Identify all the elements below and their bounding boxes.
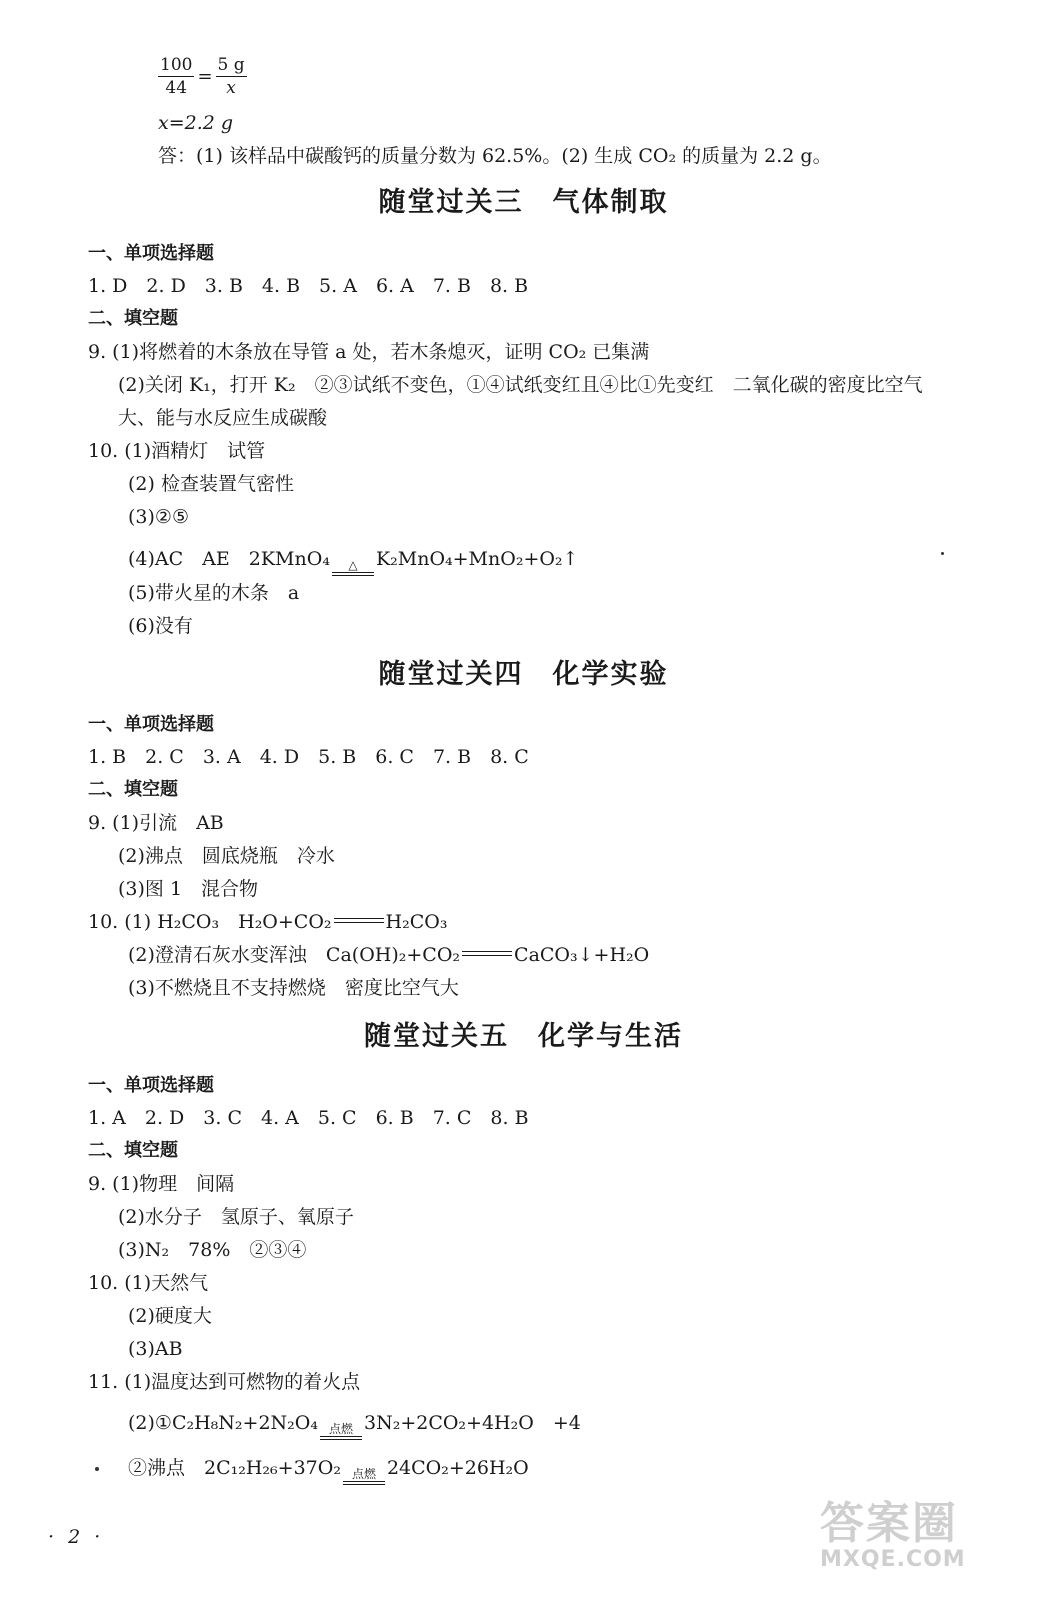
equation-bar (343, 1481, 385, 1485)
ignite-label: 点燃 (328, 1422, 353, 1436)
answer-line: (3)图 1 混合物 (118, 878, 259, 900)
watermark-text: 答案圈 (820, 1498, 958, 1549)
heading-fill-blank: 二、填空题 (88, 308, 178, 329)
answer-line: (3)AB (128, 1338, 183, 1360)
equation-products: K₂MnO₄+MnO₂+O₂↑ (375, 548, 579, 570)
equation-bar (462, 951, 512, 956)
equation-reactants: ②沸点 2C₁₂H₂₆+37O₂ (128, 1457, 341, 1479)
equation-products: 24CO₂+26H₂O (386, 1457, 529, 1479)
equation-products: 3N₂+2CO₂+4H₂O +4 (363, 1412, 581, 1434)
ratio-equation (158, 54, 247, 99)
page-number: · 2 · (48, 1526, 105, 1548)
fraction-left (158, 54, 194, 99)
equals-sign: = (197, 66, 213, 87)
answer-line: 9. (1)将燃着的木条放在导管 a 处，若木条熄灭，证明 CO₂ 已集满 (88, 341, 650, 363)
choice-answers: 1. B 2. C 3. A 4. D 5. B 6. C 7. B 8. C (88, 746, 529, 768)
answer-line: 9. (1)引流 AB (88, 812, 224, 834)
reaction-arrow-ignite (320, 1423, 362, 1440)
answer-line: (3)②⑤ (128, 506, 189, 528)
section-title-4: 随堂过关四 化学实验 (378, 659, 669, 690)
choice-answers: 1. A 2. D 3. C 4. A 5. C 6. B 7. C 8. B (88, 1107, 529, 1129)
heading-single-choice: 一、单项选择题 (88, 1075, 214, 1096)
fraction-numerator: 5 g (217, 55, 245, 75)
equation-products: H₂CO₃ (385, 911, 448, 933)
answer-line: (2)硬度大 (128, 1305, 212, 1327)
calc-result: x=2.2 g (158, 112, 234, 134)
answer-line: (6)没有 (128, 615, 193, 637)
answer-line: 10. (1)酒精灯 试管 (88, 440, 266, 462)
watermark-logo (820, 1500, 1030, 1580)
equation-bar (334, 918, 384, 923)
answer-line: 大、能与水反应生成碳酸 (118, 407, 328, 429)
reaction-arrow-heat (332, 559, 374, 576)
equation-reactants: 10. (1) H₂CO₃ H₂O+CO₂ (88, 911, 332, 933)
fraction-numerator: 100 (160, 55, 193, 75)
heat-symbol: △ (348, 558, 358, 572)
ignite-label: 点燃 (351, 1467, 376, 1481)
answer-line: (2)水分子 氢原子、氧原子 (118, 1206, 354, 1228)
section-title-3: 随堂过关三 气体制取 (378, 187, 669, 218)
equation-products: CaCO₃↓+H₂O (514, 944, 650, 966)
heading-single-choice: 一、单项选择题 (88, 714, 214, 735)
equation-reactants: (2)澄清石灰水变浑浊 Ca(OH)₂+CO₂ (128, 944, 461, 966)
equation-line (128, 1455, 529, 1485)
heading-fill-blank: 二、填空题 (88, 779, 178, 800)
answer-line: (2)沸点 圆底烧瓶 冷水 (118, 845, 335, 867)
calc-answer: 答：(1) 该样品中碳酸钙的质量分数为 62.5%。(2) 生成 CO₂ 的质量为 2.2 g。 (158, 145, 832, 167)
choice-answers: 1. D 2. D 3. B 4. B 5. A 6. A 7. B 8. B (88, 275, 529, 297)
section-title-5: 随堂过关五 化学与生活 (364, 1021, 683, 1052)
fraction-right (216, 54, 247, 99)
stray-dot (941, 552, 944, 555)
equation-line (128, 546, 578, 576)
heading-fill-blank: 二、填空题 (88, 1140, 178, 1161)
answer-line: 9. (1)物理 间隔 (88, 1173, 235, 1195)
equation-line (88, 909, 447, 935)
reaction-arrow-ignite (343, 1468, 385, 1485)
fraction-denominator: 44 (165, 78, 188, 98)
equation-bar (320, 1436, 362, 1440)
bullet-dot (95, 1467, 99, 1471)
equation-bar (332, 572, 374, 576)
watermark-url: MXQE.COM (820, 1547, 966, 1572)
answer-line: 10. (1)天然气 (88, 1272, 209, 1294)
equation-reactants: (2)①C₂H₈N₂+2N₂O₄ (128, 1412, 318, 1434)
equation-line (128, 942, 649, 968)
answer-line: (3)不燃烧且不支持燃烧 密度比空气大 (128, 977, 459, 999)
answer-line: (2) 检查装置气密性 (128, 473, 294, 495)
answer-line: (2)关闭 K₁，打开 K₂ ②③试纸不变色，①④试纸变红且④比①先变红 二氧化碳的密度比空气 (118, 374, 923, 396)
heading-single-choice: 一、单项选择题 (88, 243, 214, 264)
answer-line: (5)带火星的木条 a (128, 582, 300, 604)
answer-line: (3)N₂ 78% ②③④ (118, 1239, 307, 1261)
equation-reactants: (4)AC AE 2KMnO₄ (128, 548, 330, 570)
fraction-denominator: x (226, 78, 236, 98)
equation-line (128, 1410, 581, 1440)
answer-line: 11. (1)温度达到可燃物的着火点 (88, 1371, 361, 1393)
